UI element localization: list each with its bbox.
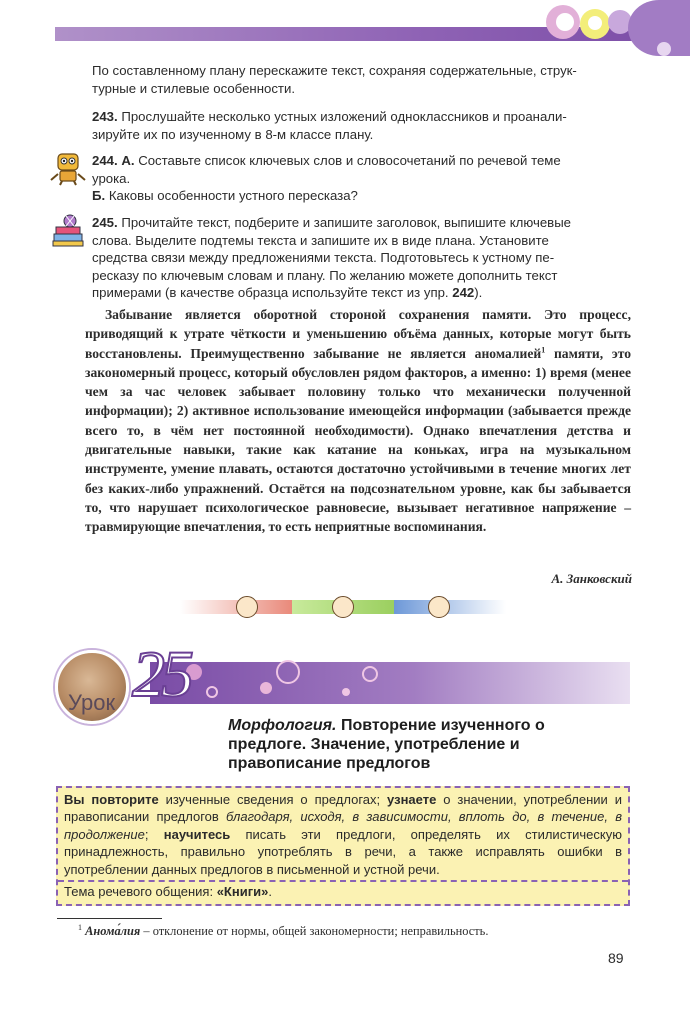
main-text-paragraph: Забывание является оборотной стороной сохранения памяти. Это процесс, приводящий к утрате чёткости и уменьшению объёма данных, которые могут быть восстановлены. Преимущественно забывание не является аномалией$^1$ памяти, это закономерный процесс, который обусловлен рядом факторов, а именно: 1) время (менее чем за час человек забывает половину только что механически полученной информации); 2) активное использование имеющейся информации (забывается прежде всего то, в чём нет постоянной необходимости). Однако впечатления детства и двигательные навыки, такие как катание на коньках, игра на музыкальном инструменте, умение плавать, остаются достаточно устойчивыми в течение многих лет без каких-либо упражнений. Остаётся на подсознательном уровне, как бы забывается то, что нарушает психологическое равновесие, вызывает негативное напряжение – травмирующие впечатления, то есть неприятные воспоминания. (85, 307, 631, 535)
page-number: 89 (608, 950, 624, 966)
smiley-happy-icon (236, 596, 258, 618)
footnote-rule (57, 918, 162, 919)
task-244: 244. А. Составьте список ключевых слов и словосочетаний по речевой теме урока. Б. Каковы особенности устного пересказа? (92, 153, 561, 203)
task-244-b-label: Б. (92, 188, 106, 203)
objectives-divider (58, 880, 628, 882)
task-245: 245. Прочитайте текст, подберите и запишите заголовок, выпишите ключевые слова. Выделите подтемы текста и запишите их в виде плана. Установите средства связи между предложениями текста. Подготовьтесь к устному пе- ресказу по ключевым словам и плану. По желанию можете дополнить текст примерами (в качестве образца используйте текст из упр. 242). (92, 215, 572, 300)
objectives-text: Вы повторите изученные сведения о предлогах; узнаете о значении, употреблении и правописании предлогов благодаря, исходя, в зависимости, вплоть до, в течение, в продолжение; научитесь писать эти предлоги, определять их стилистическую принадлежность, правильно употреблять в речи, а также исправлять ошибки в употреблении данных предлогов в письменной и устной речи. (64, 792, 622, 877)
robot-icon (48, 150, 88, 186)
lesson-title: Морфология. Повторение изученного о предлоге. Значение, употребление и правописание предлогов (228, 717, 545, 772)
lesson-header-band (150, 662, 630, 704)
lesson-number: 25 (132, 638, 190, 711)
smiley-neutral-icon (332, 596, 354, 618)
task-245-number: 245. (92, 215, 118, 230)
author: А. Занковский (551, 571, 632, 586)
lesson-word: Урок (68, 690, 116, 715)
footnote-ref: 1 (541, 345, 546, 355)
smiley-sad-icon (428, 596, 450, 618)
task-243: 243. Прослушайте несколько устных изложений одноклассников и проанали- зируйте их по изученному в 8-м классе плану. (92, 109, 567, 142)
footnote: $^1$ Анома́лия – отклонение от нормы, общей закономерности; неправильность. (78, 923, 489, 939)
task-244-number: 244. А. (92, 153, 135, 168)
speech-theme: Тема речевого общения: «Книги». (64, 884, 272, 899)
intro-paragraph: По составленному плану перескажите текст, сохраняя содержательные, струк- турные и стилевые особенности. (92, 63, 577, 96)
task-243-number: 243. (92, 109, 118, 124)
books-icon (48, 212, 88, 248)
